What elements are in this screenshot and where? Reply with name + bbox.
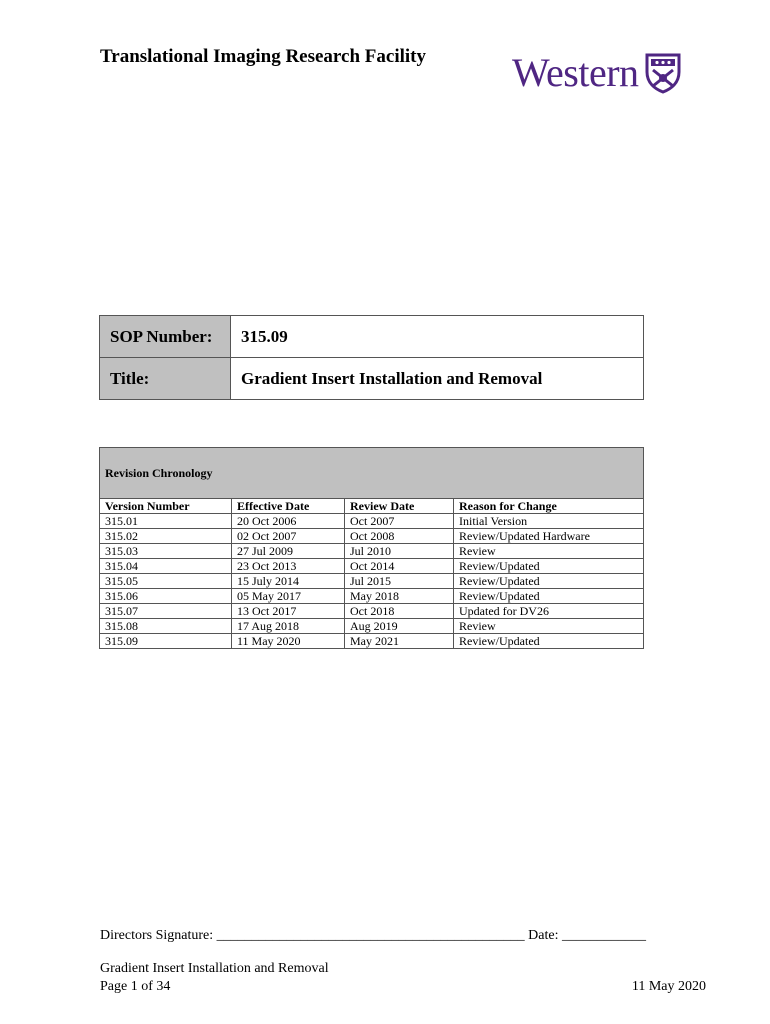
logo-text: Western	[512, 50, 639, 95]
version-number-cell: 315.04	[100, 559, 232, 574]
reason-cell: Review/Updated	[454, 589, 644, 604]
western-logo	[512, 52, 683, 94]
review-date-cell: Jul 2015	[345, 574, 454, 589]
reason-cell: Initial Version	[454, 514, 644, 529]
effective-date-cell: 02 Oct 2007	[232, 529, 345, 544]
footer-doc-title: Gradient Insert Installation and Removal	[100, 961, 329, 976]
version-number-cell: 315.05	[100, 574, 232, 589]
reason-cell: Review/Updated Hardware	[454, 529, 644, 544]
table-row	[100, 514, 644, 529]
table-row	[100, 559, 644, 574]
reason-cell: Updated for DV26	[454, 604, 644, 619]
table-row	[100, 634, 644, 649]
footer-page-number: Page 1 of 34	[100, 979, 171, 994]
review-date-cell: Oct 2007	[345, 514, 454, 529]
revision-chronology-table	[99, 447, 644, 649]
column-header-version: Version Number	[100, 499, 232, 514]
table-row	[100, 529, 644, 544]
footer-date: 11 May 2020	[631, 979, 706, 994]
table-row	[100, 574, 644, 589]
sop-number-value: 315.09	[231, 316, 644, 358]
version-number-cell: 315.03	[100, 544, 232, 559]
review-date-cell: Oct 2008	[345, 529, 454, 544]
revision-chronology-heading: Revision Chronology	[100, 448, 644, 499]
sop-info-table	[99, 315, 644, 400]
effective-date-cell: 20 Oct 2006	[232, 514, 345, 529]
reason-cell: Review/Updated	[454, 574, 644, 589]
reason-cell: Review	[454, 544, 644, 559]
sop-number-label: SOP Number:	[100, 316, 231, 358]
review-date-cell: May 2018	[345, 589, 454, 604]
sop-title-label: Title:	[100, 358, 231, 400]
column-header-reason: Reason for Change	[454, 499, 644, 514]
version-number-cell: 315.01	[100, 514, 232, 529]
version-number-cell: 315.09	[100, 634, 232, 649]
effective-date-cell: 13 Oct 2017	[232, 604, 345, 619]
reason-cell: Review/Updated	[454, 634, 644, 649]
review-date-cell: Aug 2019	[345, 619, 454, 634]
sop-number-row	[100, 316, 644, 358]
effective-date-cell: 05 May 2017	[232, 589, 345, 604]
effective-date-cell: 17 Aug 2018	[232, 619, 345, 634]
reason-cell: Review	[454, 619, 644, 634]
effective-date-cell: 15 July 2014	[232, 574, 345, 589]
column-header-review-date: Review Date	[345, 499, 454, 514]
sop-title-value: Gradient Insert Installation and Removal	[231, 358, 644, 400]
review-date-cell: Oct 2018	[345, 604, 454, 619]
table-row	[100, 544, 644, 559]
facility-title: Translational Imaging Research Facility	[100, 46, 426, 67]
university-crest-icon	[643, 52, 683, 94]
signature-line: Directors Signature: ____________________________________________ Date: ____________	[100, 928, 646, 943]
review-date-cell: Jul 2010	[345, 544, 454, 559]
sop-title-row	[100, 358, 644, 400]
effective-date-cell: 23 Oct 2013	[232, 559, 345, 574]
effective-date-cell: 11 May 2020	[232, 634, 345, 649]
reason-cell: Review/Updated	[454, 559, 644, 574]
version-number-cell: 315.07	[100, 604, 232, 619]
effective-date-cell: 27 Jul 2009	[232, 544, 345, 559]
column-header-effective-date: Effective Date	[232, 499, 345, 514]
review-date-cell: May 2021	[345, 634, 454, 649]
table-row	[100, 604, 644, 619]
table-row	[100, 619, 644, 634]
review-date-cell: Oct 2014	[345, 559, 454, 574]
revision-header-row	[100, 499, 644, 514]
version-number-cell: 315.02	[100, 529, 232, 544]
version-number-cell: 315.06	[100, 589, 232, 604]
table-row	[100, 589, 644, 604]
version-number-cell: 315.08	[100, 619, 232, 634]
